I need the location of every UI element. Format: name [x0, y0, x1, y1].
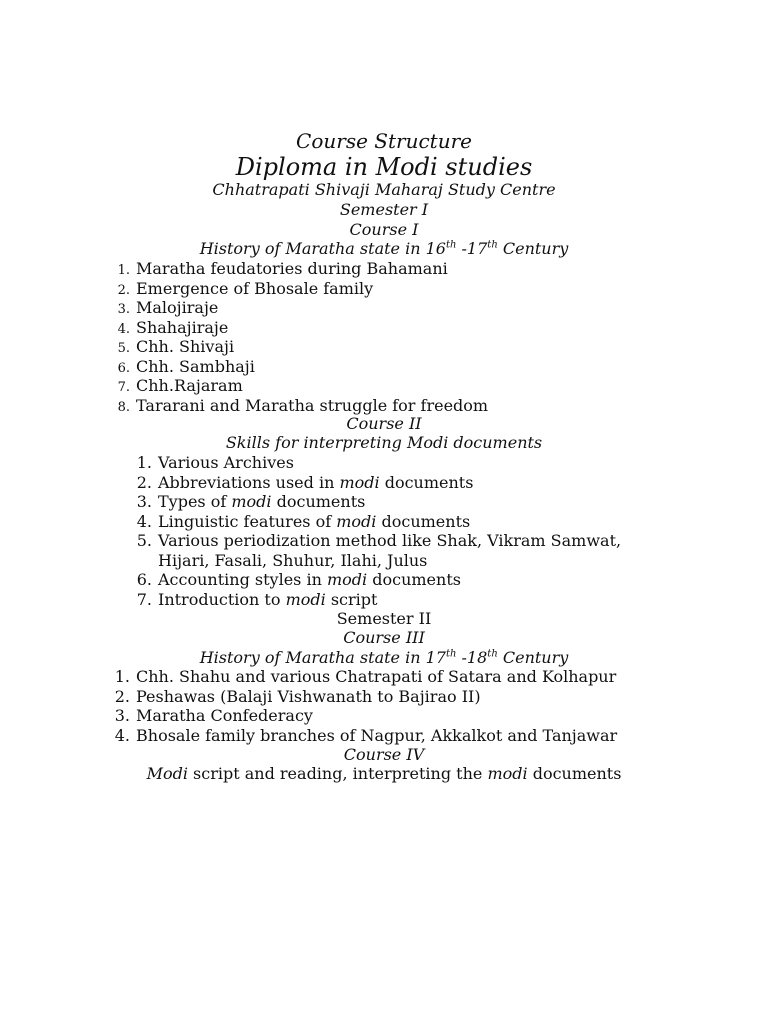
list-item: 3. Malojiraje [117, 298, 219, 317]
course-4-heading: Course IV [343, 745, 425, 764]
list-item: 4. Bhosale family branches of Nagpur, Akkalkot and Tanjawar [114, 725, 618, 745]
course-3-heading: Course III [343, 628, 425, 647]
list-item: 3. Types of modi documents [136, 492, 366, 511]
course-structure-heading: Course Structure [296, 129, 472, 153]
course-3-topic-list [112, 667, 617, 745]
course-2-heading: Course II [346, 414, 422, 433]
semester-1-heading: Semester I [339, 200, 429, 219]
list-item: 3. Maratha Confederacy [114, 706, 313, 725]
list-item: 4. Shahajiraje [117, 317, 229, 337]
list-item: 2. Abbreviations used in modi documents [136, 472, 474, 492]
study-centre-name: Chhatrapati Shivaji Maharaj Study Centre [212, 180, 556, 199]
course-1-title: History of Maratha state in 16th -17th Century [199, 239, 569, 258]
list-item: 4. Linguistic features of modi documents [136, 511, 471, 531]
list-item: 8. Tararani and Maratha struggle for freedom [117, 395, 489, 415]
course-4-title: Modi script and reading, interpreting the modi documents [146, 764, 622, 783]
list-item: 1. Maratha feudatories during Bahamani [117, 259, 448, 278]
list-item: 7. Introduction to modi script [136, 589, 378, 609]
list-item: 2. Peshawas (Balaji Vishwanath to Bajirao II) [114, 686, 481, 706]
course-2-topic-list [134, 453, 621, 609]
semester-2-heading: Semester II [336, 609, 432, 628]
list-item: 1. Various Archives [136, 453, 294, 472]
course-2-title: Skills for interpreting Modi documents [225, 433, 543, 452]
list-item: 1. Chh. Shahu and various Chatrapati of Satara and Kolhapur [114, 667, 617, 686]
list-item: 7. Chh.Rajaram [117, 376, 243, 395]
list-item: 2. Emergence of Bhosale family [117, 278, 374, 298]
course-1-heading: Course I [349, 220, 419, 239]
list-item: 5. Chh. Shivaji [117, 337, 235, 356]
course-1-topic-list [112, 259, 488, 415]
diploma-title: Diploma in Modi studies [235, 153, 533, 181]
list-item: 6. Chh. Sambhaji [117, 356, 255, 376]
list-item-continuation: Hijari, Fasali, Shuhur, Ilahi, Julus [158, 550, 428, 570]
list-item: 5. Various periodization method like Shak, Vikram Samwat, [136, 531, 622, 550]
list-item: 6. Accounting styles in modi documents [136, 570, 461, 589]
course-3-title: History of Maratha state in 17th -18th Century [199, 648, 569, 667]
